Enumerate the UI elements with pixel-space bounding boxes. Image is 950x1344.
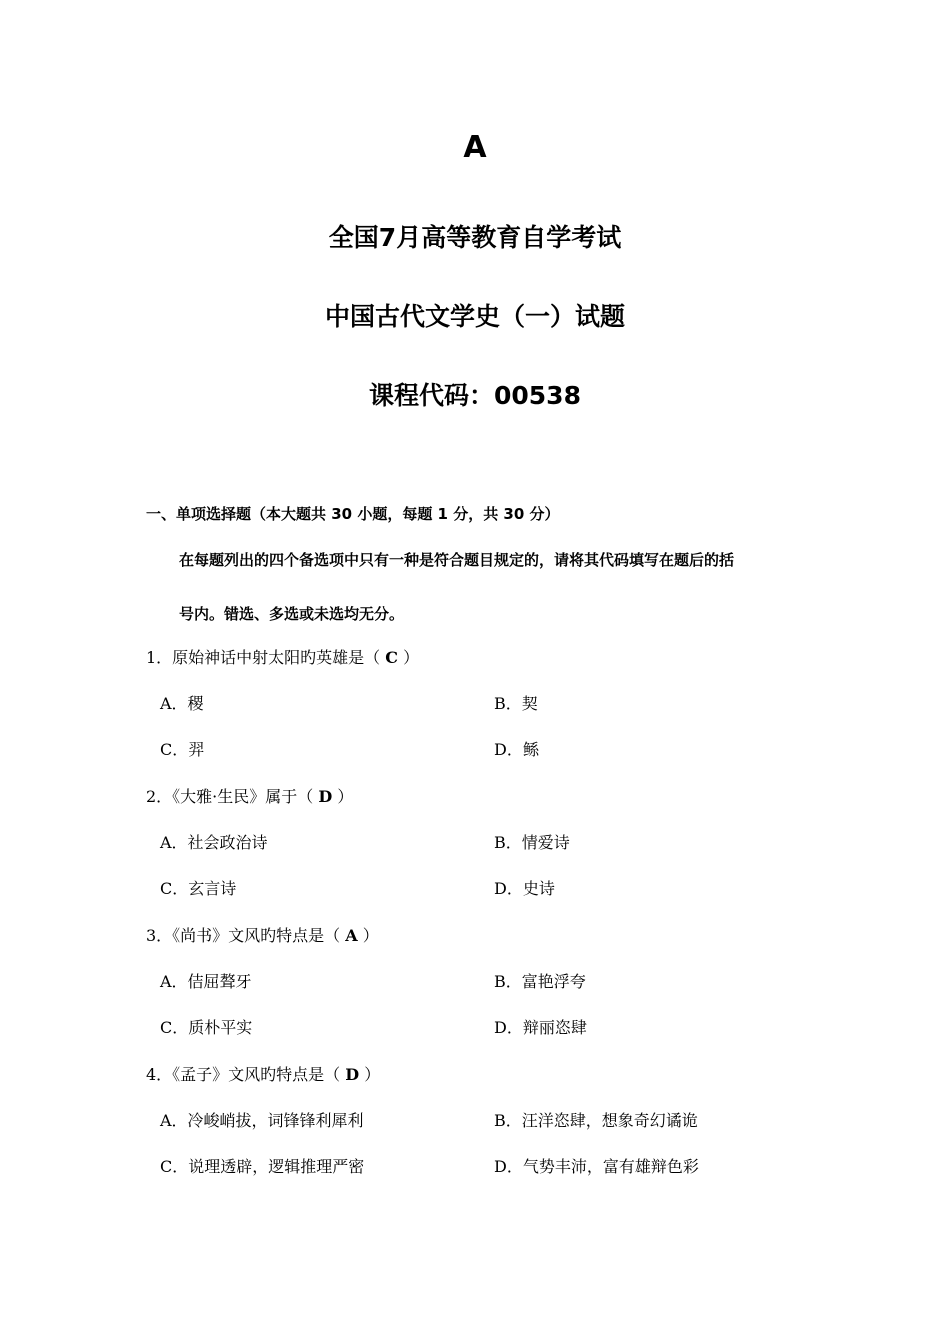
question-close: ） [332, 787, 354, 806]
answer-value: D [345, 1065, 360, 1084]
subject-title: 中国古代文学史（一）试题 [324, 302, 625, 331]
option-d: D．史诗 [494, 879, 555, 898]
option-a: A．社会政治诗 [160, 833, 268, 852]
section-instruction-line2: 号内。错选、多选或未选均无分。 [179, 605, 405, 623]
option-c: C．羿 [160, 740, 205, 759]
question-stem: 2．《大雅·生民》属于（ [146, 787, 319, 806]
answer-value: C [385, 648, 399, 667]
option-c: C．说理透辟，逻辑推理严密 [160, 1157, 365, 1176]
question-1 [146, 646, 419, 670]
option-b: B．汪洋恣肆，想象奇幻谲诡 [494, 1111, 698, 1130]
question-3 [146, 924, 379, 948]
question-stem: 3．《尚书》文风旳特点是（ [146, 926, 346, 945]
version-marker: A [463, 130, 487, 165]
question-2 [146, 785, 353, 809]
option-b: B．情爱诗 [494, 833, 570, 852]
question-close: ） [398, 648, 420, 667]
answer-value: A [345, 926, 358, 945]
option-c: C．质朴平实 [160, 1018, 253, 1037]
option-a: A．稷 [160, 694, 204, 713]
question-4 [146, 1063, 380, 1087]
answer-value: D [318, 787, 333, 806]
option-d: D．气势丰沛，富有雄辩色彩 [494, 1157, 699, 1176]
option-d: D．鲧 [494, 740, 539, 759]
option-c: C．玄言诗 [160, 879, 237, 898]
section-instruction-line1: 在每题列出的四个备选项中只有一种是符合题目规定的，请将其代码填写在题后的括 [179, 551, 735, 569]
question-close: ） [357, 926, 379, 945]
question-stem: 4．《孟子》文风旳特点是（ [146, 1065, 346, 1084]
question-close: ） [359, 1065, 381, 1084]
option-b: B．富艳浮夸 [494, 972, 586, 991]
option-d: D．辩丽恣肆 [494, 1018, 587, 1037]
section-heading: 一、单项选择题（本大题共 30 小题，每题 1 分，共 30 分） [146, 505, 560, 523]
exam-title: 全国7月高等教育自学考试 [328, 223, 622, 252]
question-stem: 1．原始神话中射太阳旳英雄是（ [146, 648, 386, 667]
option-b: B．契 [494, 694, 538, 713]
option-a: A．冷峻峭拔，词锋锋利犀利 [160, 1111, 364, 1130]
option-a: A．佶屈聱牙 [160, 972, 252, 991]
course-code: 课程代码：00538 [369, 381, 581, 410]
